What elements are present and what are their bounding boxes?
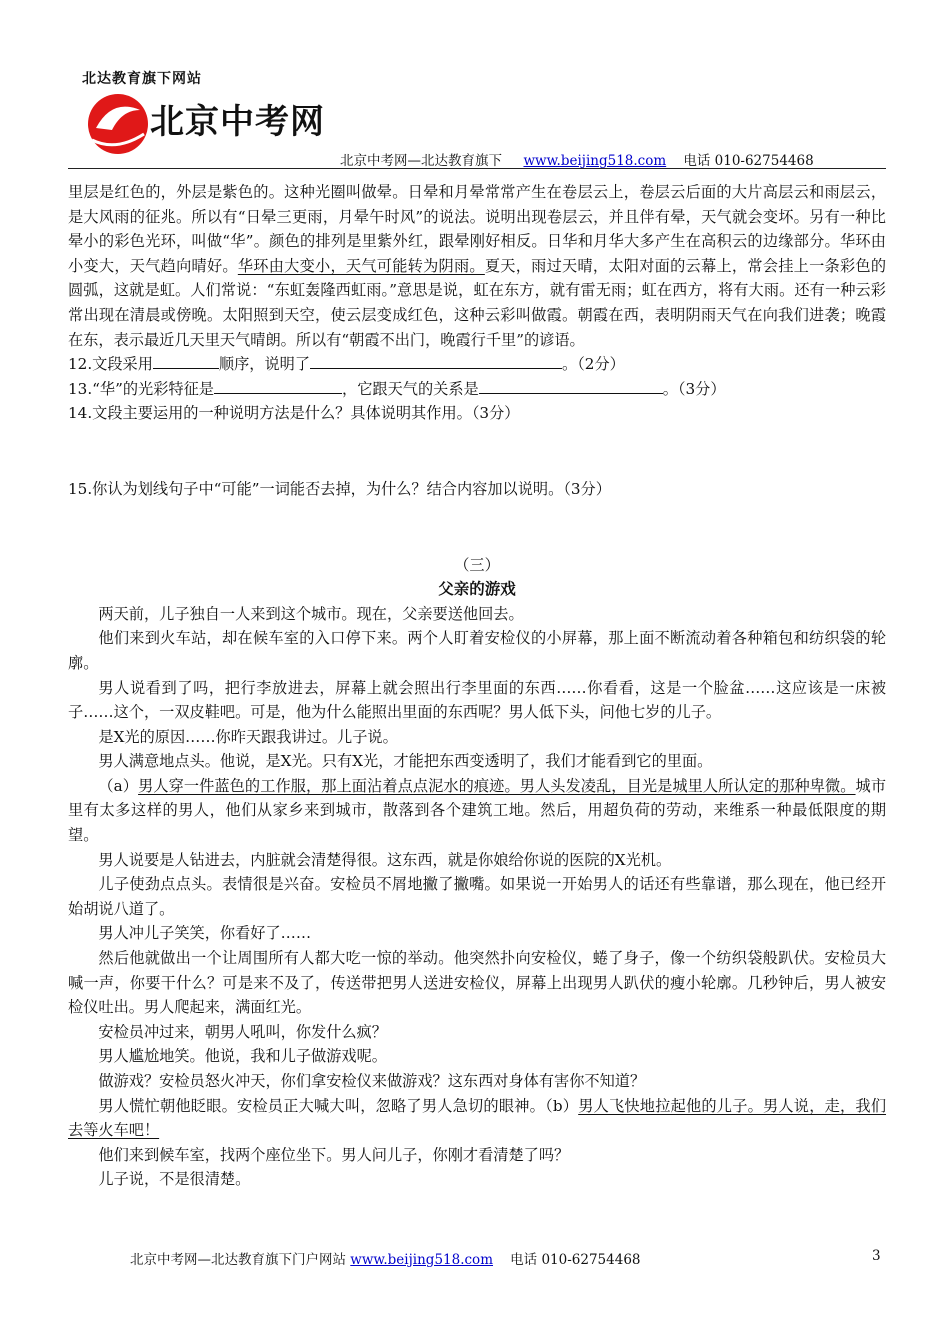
- passage3-paragraph: 男人冲儿子笑笑，你看好了……: [98, 924, 312, 943]
- passage3-paragraph: 做游戏？安检员怒火冲天，你们拿安检仪来做游戏？这东西对身体有害你不知道？: [98, 1072, 646, 1090]
- footer-info: [130, 1248, 641, 1268]
- logo-text: 北京中考网: [150, 102, 325, 142]
- passage3-paragraph: 儿子说，不是很清楚。: [98, 1170, 251, 1189]
- passage3-paragraph: 是X光的原因……你昨天跟我讲过。儿子说。: [98, 727, 398, 746]
- underlined-sentence-a: 男人穿一件蓝色的工作服，那上面沾着点点泥水的痕迹。男人头发凌乱，目光是城里人所认定的那种卑微。: [138, 776, 856, 795]
- header-info: [340, 149, 814, 169]
- passage3-paragraph: 他们来到火车站，却在候车室的入口停下来。两个人盯着安检仪的小屏幕，那上面不断流动着各种箱包和纺织袋的轮廓。: [68, 629, 886, 672]
- answer-blank[interactable]: [479, 379, 663, 394]
- section-label: （三）: [454, 555, 500, 574]
- header-site-name: 北达教育旗下网站: [82, 71, 202, 87]
- passage-title: 父亲的游戏: [438, 580, 516, 599]
- question-15: 15.你认为划线句子中“可能”一词能否去掉，为什么？结合内容加以说明。（3分）: [68, 479, 611, 498]
- footer-phone: 电话 010-62754468: [510, 1252, 641, 1268]
- underlined-sentence-b: 男人飞快地拉起他的儿子。男人说，走，我们去等火车吧！: [68, 1096, 887, 1140]
- answer-blank[interactable]: [310, 354, 562, 369]
- passage3-paragraph: 男人满意地点头。他说，是X光。只有X光，才能把东西变透明了，我们才能看到它的里面。: [98, 752, 713, 771]
- question-12: 12.文段采用 顺序，说明了 。（2分）: [68, 355, 625, 374]
- header-url-link[interactable]: www.beijing518.com: [523, 153, 667, 169]
- passage3-paragraph: 男人尴尬地笑。他说，我和儿子做游戏呢。: [98, 1047, 387, 1066]
- passage3-paragraph: 安检员冲过来，朝男人吼叫，你发什么疯？: [98, 1022, 387, 1041]
- answer-blank[interactable]: [153, 354, 219, 369]
- footer-prefix: 北京中考网—北达教育旗下门户网站: [130, 1252, 346, 1268]
- footer-url-link[interactable]: www.beijing518.com: [350, 1252, 493, 1268]
- passage3-paragraph: 儿子使劲点点头。表情很是兴奋。安检员不屑地撇了撇嘴。如果说一开始男人的话还有些靠谱，那么现在，他已经开始胡说八道了。: [68, 875, 886, 918]
- passage3-paragraph: 男人说要是人钻进去，内脏就会清楚得很。这东西，就是你娘给你说的医院的X光机。: [98, 850, 672, 869]
- header-info-prefix: 北京中考网—北达教育旗下: [340, 153, 502, 169]
- answer-space: [68, 502, 886, 553]
- document-content: [68, 180, 886, 1192]
- passage2-paragraph: 里层是红色的，外层是紫色的。这种光圈叫做晕。日晕和月晕常常产生在卷层云上，卷层云后面的大片高层云和雨层云，是大风雨的征兆。所以有“日晕三更雨，月晕午时风”的说法。说明出现卷层云，并且伴有晕，天气就会变坏。另有一种比晕小的彩色光环，叫做“华”。颜色的排列是里紫外红，跟晕刚好相反。日华和月华大多产生在高积云的边缘部分。华环由小变大，天气趋向晴好。华环由大变小，天气可能转为阴雨。夏天，雨过天晴，太阳对面的云幕上，常会挂上一条彩色的圆弧，这就是虹。人们常说：“东虹轰隆西虹雨。”意思是说，虹在东方，就有雷无雨；虹在西方，将有大雨。还有一种云彩常出现在清晨或傍晚。太阳照到天空，使云层变成红色，这种云彩叫做霞。朝霞在西，表明阴雨天气在向我们进袭；晚霞在东，表示最近几天里天气晴朗。所以有“朝霞不出门，晚霞行千里”的谚语。: [68, 183, 887, 349]
- question-13: 13.“华”的光彩特征是 ，它跟天气的关系是 。（3分）: [68, 379, 726, 398]
- passage3-paragraph: （a）男人穿一件蓝色的工作服，那上面沾着点点泥水的痕迹。男人头发凌乱，目光是城里人所认定的那种卑微。城市里有太多这样的男人，他们从家乡来到城市，散落到各个建筑工地。然后，用超负荷的劳动，来维系一种最低限度的期望。: [68, 776, 886, 845]
- passage3-paragraph: 然后他就做出一个让周围所有人都大吃一惊的举动。他突然扑向安检仪，蜷了身子，像一个纺织袋般趴伏。安检员大喊一声，你要干什么？可是来不及了，传送带把男人送进安检仪，屏幕上出现男人趴伏的瘦小轮廓。几秒钟后，男人被安检仪吐出。男人爬起来，满面红光。: [68, 949, 886, 1017]
- underlined-sentence: 华环由大变小，天气可能转为阴雨。: [237, 256, 485, 275]
- answer-space: [68, 426, 886, 477]
- answer-blank[interactable]: [214, 379, 342, 394]
- logo-emblem-icon: [82, 88, 152, 156]
- question-14: 14.文段主要运用的一种说明方法是什么？具体说明其作用。（3分）: [68, 404, 520, 423]
- passage3-paragraph: 男人慌忙朝他眨眼。安检员正大喊大叫，忽略了男人急切的眼神。（b）男人飞快地拉起他的儿子。男人说，走，我们去等火车吧！: [68, 1096, 887, 1140]
- passage3-paragraph: 他们来到候车室，找两个座位坐下。男人问儿子，你刚才看清楚了吗？: [98, 1145, 570, 1164]
- header-divider: [68, 168, 886, 169]
- passage3-paragraph: 两天前，儿子独自一人来到这个城市。现在，父亲要送他回去。: [98, 604, 524, 623]
- header-phone: 电话 010-62754468: [683, 153, 814, 169]
- passage3-paragraph: 男人说看到了吗，把行李放进去，屏幕上就会照出行李里面的东西……你看看，这是一个脸盆……这应该是一床被子……这个，一双皮鞋吧。可是，他为什么能照出里面的东西呢？男人低下头，问他七岁的儿子。: [68, 678, 886, 722]
- page-number: 3: [872, 1248, 881, 1264]
